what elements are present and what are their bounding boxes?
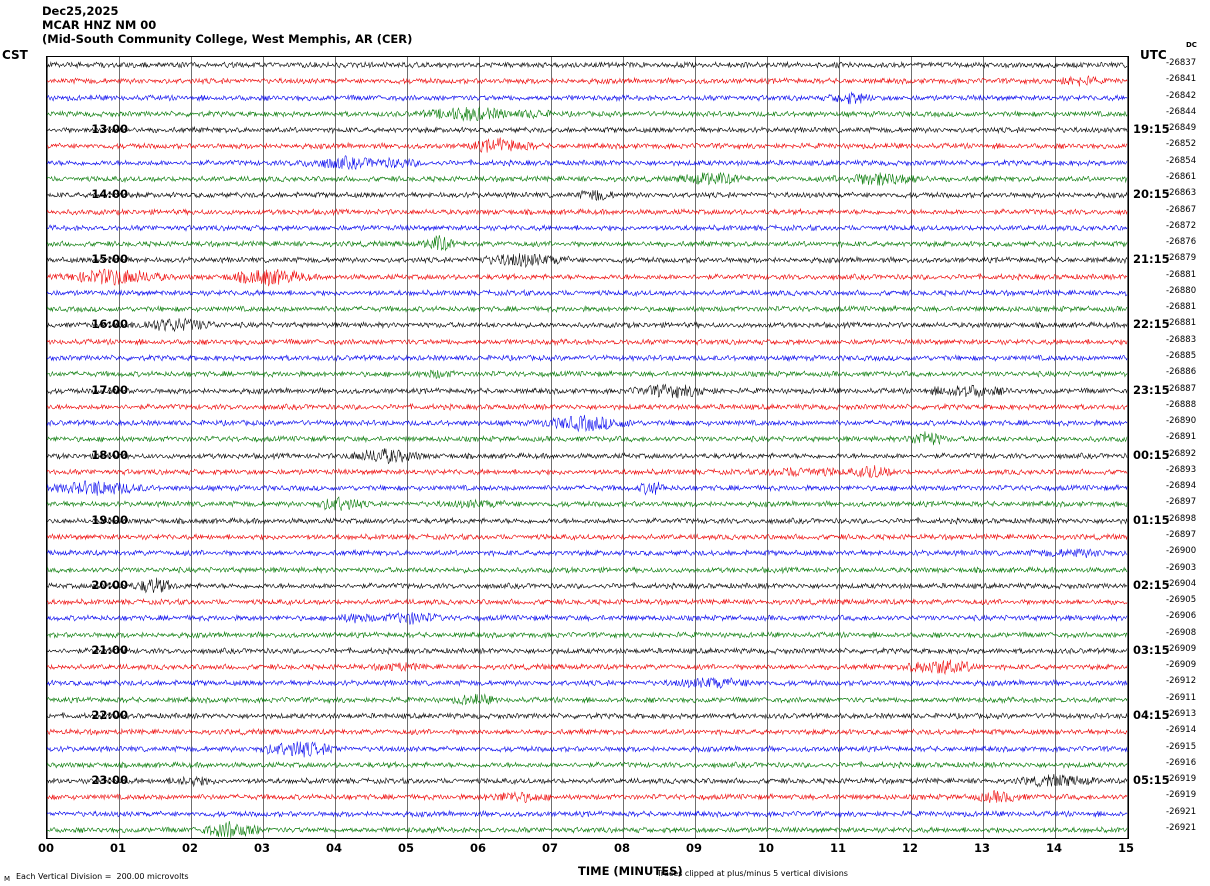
header-station: MCAR HNZ NM 00 <box>42 18 157 33</box>
dc-value: -26908 <box>1166 627 1197 638</box>
dc-value: -26879 <box>1166 253 1197 264</box>
right-time-tick: 23:15 <box>1133 382 1170 397</box>
dc-value: -26887 <box>1166 383 1197 394</box>
m-marker: M <box>4 875 11 883</box>
dc-value: -26914 <box>1166 725 1197 736</box>
dc-value: -26904 <box>1166 578 1197 589</box>
scale-note: Each Vertical Division = 200.00 microvolts <box>16 872 189 881</box>
left-time-tick: 19:00 <box>91 512 128 527</box>
dc-value: -26852 <box>1166 139 1197 150</box>
dc-value: -26916 <box>1166 757 1197 768</box>
dc-value: -26909 <box>1166 643 1197 654</box>
dc-column-label: DC <box>1186 41 1197 49</box>
dc-value: -26849 <box>1166 123 1197 134</box>
x-axis-tick: 07 <box>542 841 559 855</box>
header-date: Dec25,2025 <box>42 4 119 18</box>
left-time-tick: 18:00 <box>91 447 128 462</box>
dc-value: -26906 <box>1166 611 1197 622</box>
dc-value: -26913 <box>1166 708 1197 719</box>
dc-value: -26881 <box>1166 269 1197 280</box>
dc-value: -26886 <box>1166 367 1197 378</box>
dc-value: -26880 <box>1166 285 1197 296</box>
dc-value: -26897 <box>1166 529 1197 540</box>
x-axis-tick: 05 <box>398 841 415 855</box>
left-time-tick: 23:00 <box>91 773 128 788</box>
header-location: (Mid-South Community College, West Memphis, AR (CER) <box>42 32 413 47</box>
right-time-tick: 01:15 <box>1133 512 1170 527</box>
x-axis-tick: 12 <box>902 841 919 855</box>
x-axis-tick: 02 <box>182 841 199 855</box>
x-axis-title: TIME (MINUTES) <box>578 864 683 878</box>
clip-note: Traces clipped at plus/minus 5 vertical divisions <box>657 869 848 878</box>
left-time-tick: 20:00 <box>91 577 128 592</box>
dc-value: -26854 <box>1166 155 1197 166</box>
dc-value: -26900 <box>1166 546 1197 557</box>
right-time-tick: 22:15 <box>1133 317 1170 332</box>
dc-value: -26912 <box>1166 676 1197 687</box>
left-time-tick: 13:00 <box>91 122 128 137</box>
dc-value: -26876 <box>1166 237 1197 248</box>
dc-value: -26915 <box>1166 741 1197 752</box>
dc-value: -26861 <box>1166 172 1197 183</box>
dc-value: -26921 <box>1166 806 1197 817</box>
dc-value: -26921 <box>1166 822 1197 833</box>
x-axis-tick: 15 <box>1118 841 1135 855</box>
right-time-tick: 03:15 <box>1133 642 1170 657</box>
left-time-tick: 21:00 <box>91 642 128 657</box>
right-time-tick: 19:15 <box>1133 122 1170 137</box>
dc-value: -26909 <box>1166 660 1197 671</box>
dc-value: -26897 <box>1166 497 1197 508</box>
dc-value: -26911 <box>1166 692 1197 703</box>
left-axis-label: CST <box>2 48 28 62</box>
dc-value: -26863 <box>1166 188 1197 199</box>
x-axis-tick: 00 <box>38 841 55 855</box>
dc-value: -26844 <box>1166 106 1197 117</box>
dc-value: -26890 <box>1166 416 1197 427</box>
dc-value: -26867 <box>1166 204 1197 215</box>
dc-value: -26905 <box>1166 595 1197 606</box>
left-time-tick: 16:00 <box>91 317 128 332</box>
left-time-tick: 22:00 <box>91 707 128 722</box>
x-axis-tick: 08 <box>614 841 631 855</box>
dc-value: -26894 <box>1166 481 1197 492</box>
x-axis-tick: 06 <box>470 841 487 855</box>
chart-header <box>42 4 412 47</box>
right-time-tick: 20:15 <box>1133 187 1170 202</box>
x-axis-tick: 09 <box>686 841 703 855</box>
dc-value: -26903 <box>1166 562 1197 573</box>
x-axis-tick: 10 <box>758 841 775 855</box>
x-axis-tick: 13 <box>974 841 991 855</box>
dc-value: -26919 <box>1166 790 1197 801</box>
right-time-tick: 04:15 <box>1133 707 1170 722</box>
dc-value: -26842 <box>1166 90 1197 101</box>
left-time-tick: 15:00 <box>91 252 128 267</box>
dc-value: -26893 <box>1166 464 1197 475</box>
dc-value: -26841 <box>1166 74 1197 85</box>
seismogram-plot[interactable] <box>46 56 1129 839</box>
x-axis-tick: 04 <box>326 841 343 855</box>
right-time-tick: 02:15 <box>1133 577 1170 592</box>
left-time-tick: 17:00 <box>91 382 128 397</box>
x-axis-tick: 14 <box>1046 841 1063 855</box>
right-time-tick: 00:15 <box>1133 447 1170 462</box>
dc-value: -26898 <box>1166 513 1197 524</box>
x-axis-tick: 03 <box>254 841 271 855</box>
dc-value: -26919 <box>1166 774 1197 785</box>
right-axis-label: UTC <box>1140 48 1167 62</box>
right-time-tick: 05:15 <box>1133 773 1170 788</box>
dc-value: -26885 <box>1166 351 1197 361</box>
right-time-tick: 21:15 <box>1133 252 1170 267</box>
dc-value: -26881 <box>1166 318 1197 329</box>
x-axis-tick: 11 <box>830 841 847 855</box>
dc-value: -26872 <box>1166 220 1197 231</box>
dc-value: -26881 <box>1166 302 1197 313</box>
left-time-tick: 14:00 <box>91 187 128 202</box>
dc-value: -26892 <box>1166 448 1197 459</box>
x-axis-tick: 01 <box>110 841 127 855</box>
dc-value: -26888 <box>1166 399 1197 410</box>
trace-row <box>47 817 1128 843</box>
dc-value: -26837 <box>1166 58 1197 69</box>
dc-value: -26891 <box>1166 432 1197 443</box>
dc-value: -26883 <box>1166 334 1197 345</box>
